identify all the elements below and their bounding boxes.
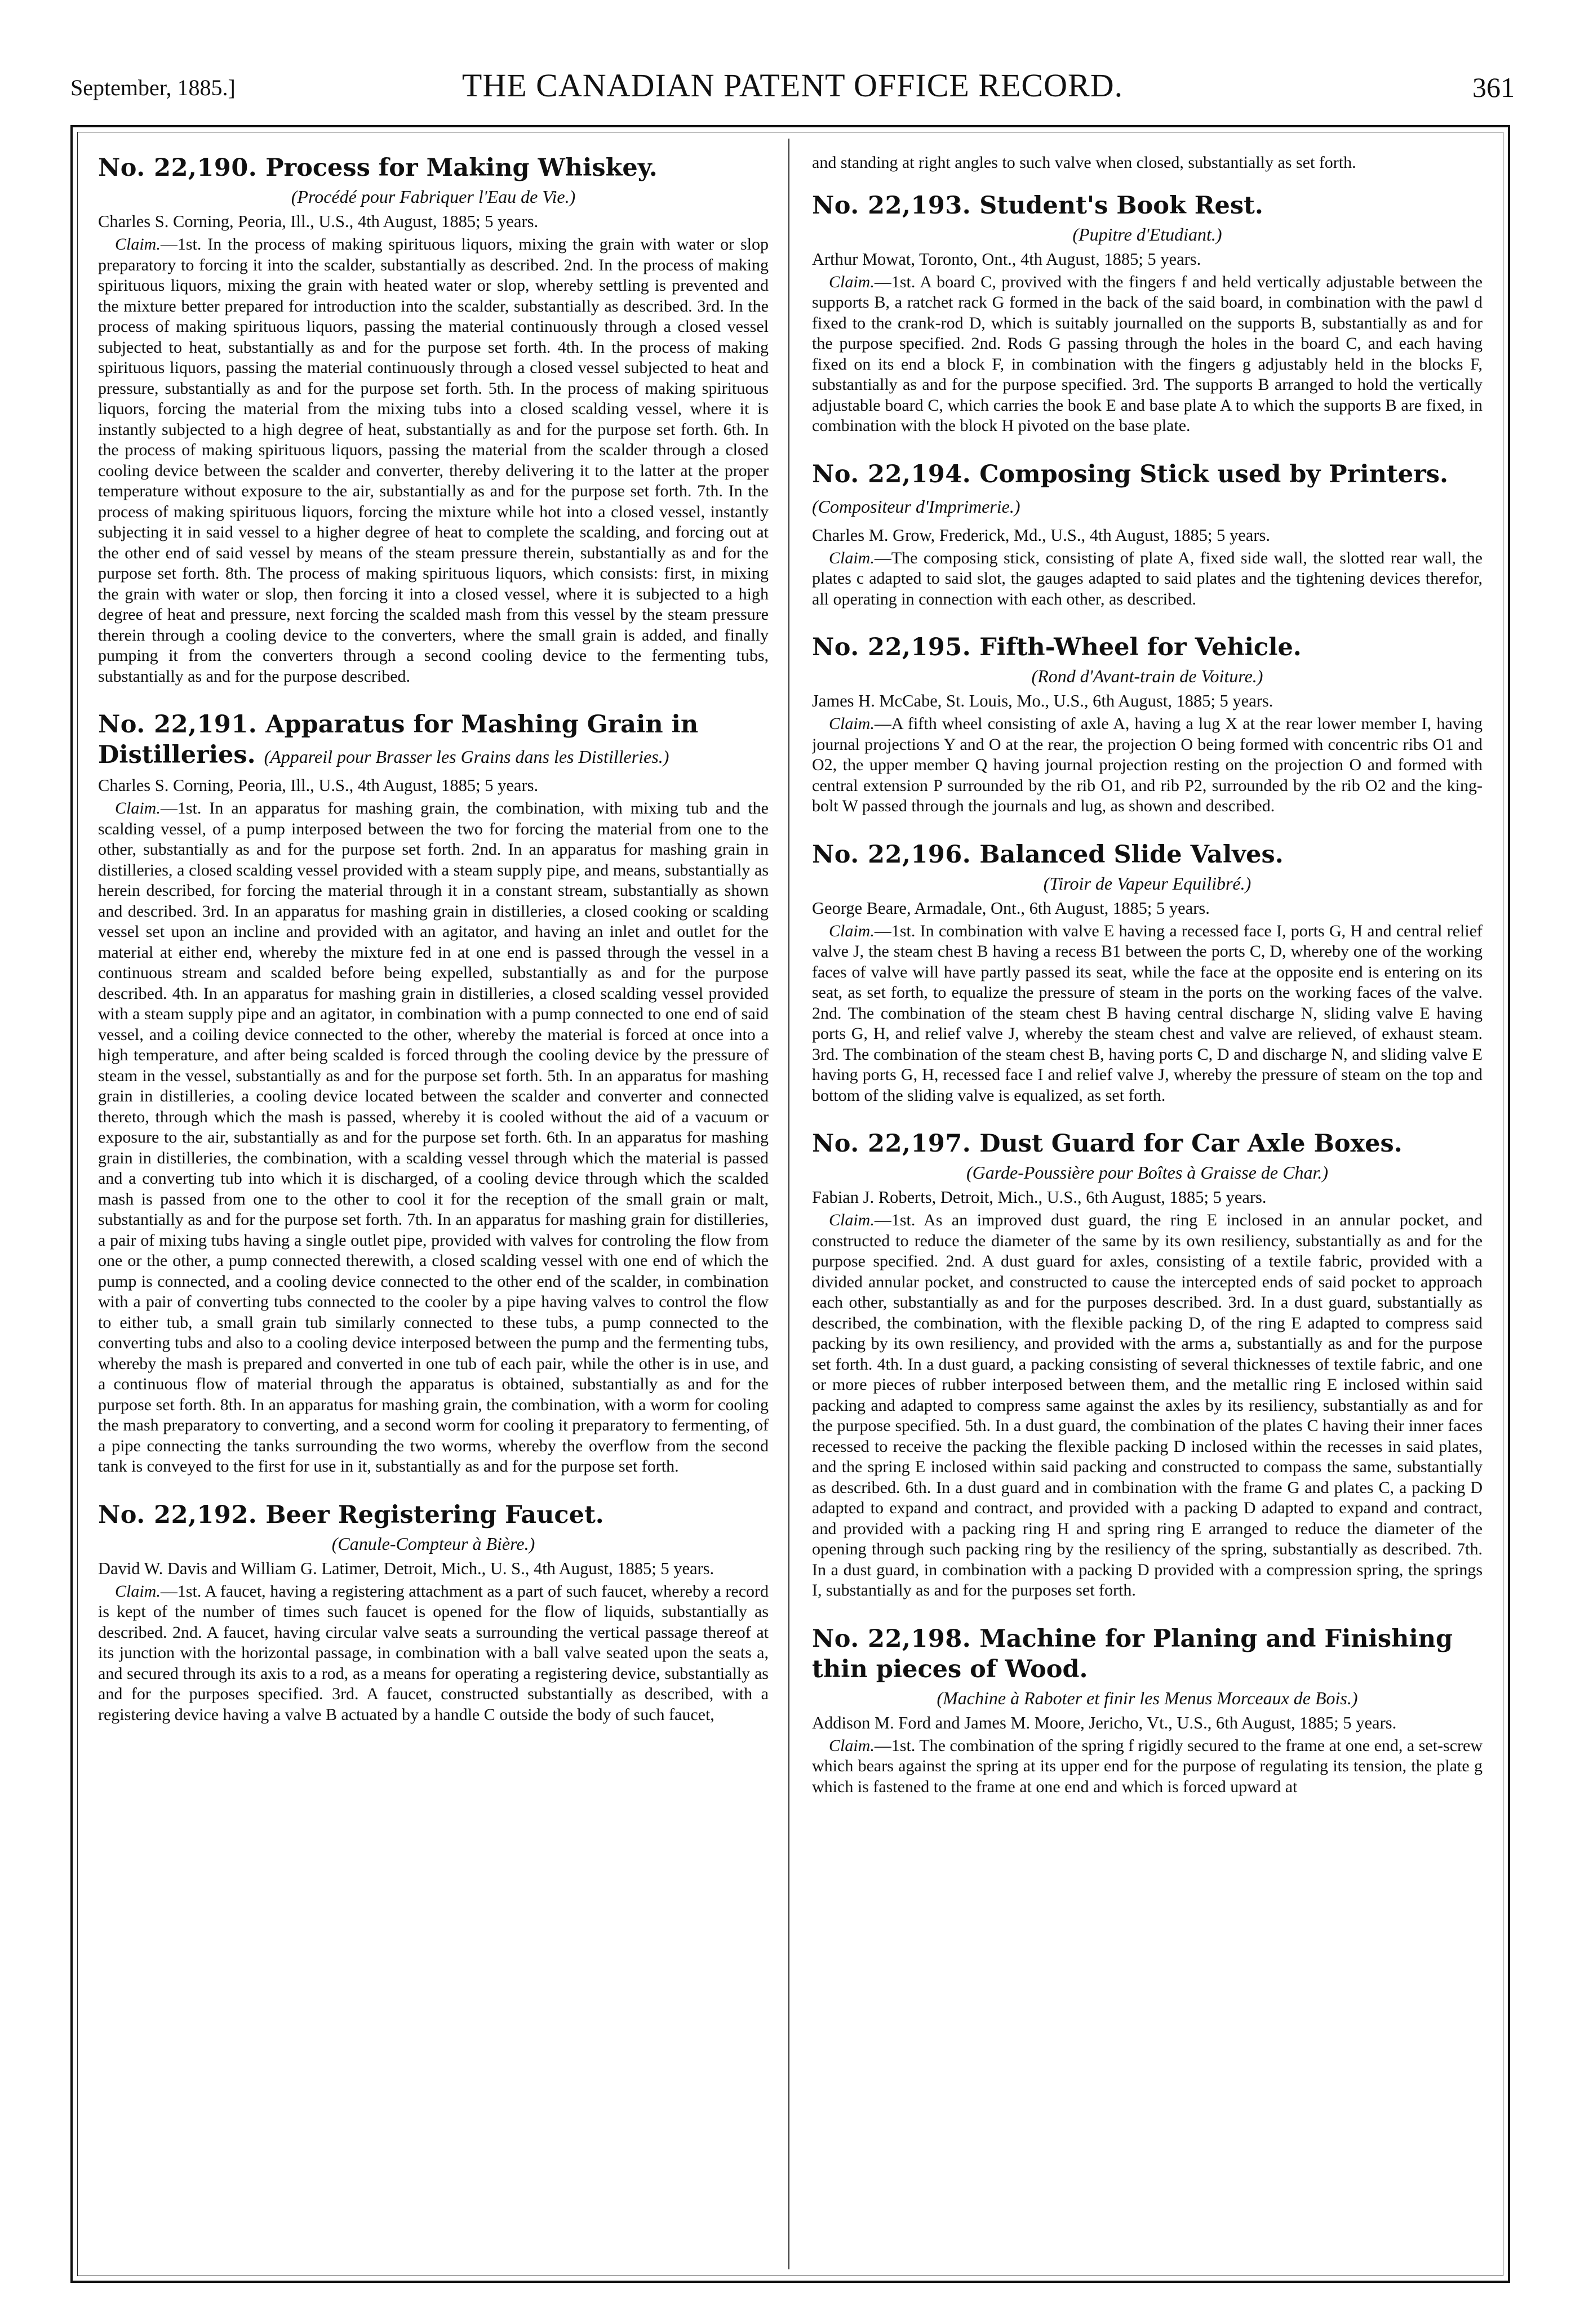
entry-heading bbox=[98, 153, 769, 183]
claim-text bbox=[98, 234, 769, 687]
left-column bbox=[98, 153, 769, 2254]
patent-entry bbox=[812, 459, 1483, 610]
french-title: (Garde-Poussière pour Boîtes à Graisse de Char.) bbox=[966, 1162, 1328, 1183]
entry-heading bbox=[98, 709, 769, 772]
patent-title: Balanced Slide Valves. bbox=[979, 840, 1284, 869]
claim-body: —1st. The combination of the spring f rigidly secured to the frame at one end, a set-screw which bears against the spring at its upper end for the purpose of regulating its tension, the plate g which is fastened to the frame at one end and which is forced upward at bbox=[812, 1736, 1483, 1796]
french-title: (Procédé pour Fabriquer l'Eau de Vie.) bbox=[291, 186, 576, 207]
page-frame bbox=[70, 125, 1510, 2283]
patent-entry bbox=[812, 1128, 1483, 1601]
claim-label: Claim. bbox=[115, 235, 161, 254]
french-title: (Canule-Compteur à Bière.) bbox=[331, 1533, 535, 1554]
patent-title: Machine for Planing and Finishing thin pieces of Wood. bbox=[812, 1624, 1453, 1683]
entry-heading bbox=[812, 1128, 1483, 1159]
issue-date: September, 1885.] bbox=[70, 75, 236, 100]
claim-text bbox=[98, 798, 769, 1477]
patent-entry bbox=[812, 1624, 1483, 1798]
applicant: Charles M. Grow, Frederick, Md., U.S., 4th August, 1885; 5 years. bbox=[812, 525, 1270, 545]
patent-entry bbox=[812, 632, 1483, 817]
entry-heading bbox=[812, 190, 1483, 221]
claim-text bbox=[812, 921, 1483, 1107]
french-title: (Compositeur d'Imprimerie.) bbox=[812, 496, 1020, 517]
french-title: (Appareil pour Brasser les Grains dans les Distilleries.) bbox=[264, 746, 669, 767]
entry-heading bbox=[812, 839, 1483, 870]
applicant: David W. Davis and William G. Latimer, Detroit, Mich., U. S., 4th August, 1885; 5 years. bbox=[98, 1558, 715, 1578]
patent-number: No. 22,194. bbox=[812, 460, 971, 488]
claim-text bbox=[812, 1736, 1483, 1798]
applicant: Charles S. Corning, Peoria, Ill., U.S., 4th August, 1885; 5 years. bbox=[98, 212, 539, 231]
claim-body: —1st. In an apparatus for mashing grain, the combination, with mixing tub and the scalding vessel, of a pump interposed between the two for forcing the material from one to the other, substantially as and for the purpose set forth. 2nd. In an apparatus for mashing grain in distilleries, a closed scalding vessel provided with a steam supply pipe, and means, substantially as herein described, for forcing the material through it in a constant stream, substantially as shown and described. 3rd. In an apparatus for mashing grain in distilleries, a closed cooking or scalding vessel set upon an incline and provided with an agitator, and having an inlet and outlet for the material at either end, whereby the mixture fed in at one end is passed through the vessel in a continuous stream and scalded before being expelled, substantially as and for the purpose described. 4th. In an apparatus for mashing grain in distilleries, a closed scalding vessel provided with a steam supply pipe and an agitator, in combination with a pump connected to one end of said vessel, and a coiling device connected to the other, whereby the material is forced at once into a high temperature, and after being scalded is forced through the cooling device by the pressure of steam in the vessel, substantially as and for the purpose set forth. 5th. In an apparatus for mashing grain in distilleries, a cooling device located between the scalder and converter and connected thereto, through which the mash is passed, whereby it is cooled without the aid of a vacuum or exposure to the air, substantially as and for the purpose set forth. 6th. In an apparatus for mashing grain in distilleries, the combination, with a scalding vessel through which the material is passed and a converting tub into which it is discharged, of a cooling device through which the scalded mash is passed from one to the other to cool it for the reception of the small grain or malt, substantially as and for the purpose set forth. 7th. In an apparatus for mashing grain for distilleries, a pair of mixing tubs having a single outlet pipe, provided with valves for controling the flow from one or the other, a pump connected therewith, a closed scalding vessel with one end of which the pump is connected, and a cooling device connected to the other end of the scalder, in combination with a pair of converting tubs connected to the cooler by a pipe having valves to control the flow to either tub, a small grain tub similarly connected to these tubs, a pump connected to the converting tubs and also to a cooling device interposed between the pump and the fermenting tubs, whereby the mash is prepared and converted in one tub of each pair, while the other is in use, and a continuous flow of material through the apparatus is obtained, substantially as and for the purpose set forth. 8th. In an apparatus for mashing grain, the combination, with a worm for cooling the mash preparatory to converting, and a second worm for cooling it preparatory to fermenting, of a pipe connecting the tanks surrounding the two worms, whereby the overflow from the second tank is conveyed to the first for use in it, substantially as and for the purpose set forth. bbox=[98, 799, 769, 1476]
claim-body: —1st. In the process of making spirituous liquors, mixing the grain with water or slop preparatory to forcing it into the scalder, substantially as described. 2nd. In the process of making spirituous liquors, mixing the grain with heated water or slop, whereby settling is prevented and the mixture better prepared for introduction into the scalder, substantially as described. 3rd. In the process of making spirituous liquors, passing the material continuously through a closed vessel subjected to heat, substantially as and for the purpose set forth. 4th. In the process of making spirituous liquors, passing the material continuously through a closed vessel subjected to heat and pressure, substantially as and for the purpose set forth. 5th. In the process of making spirituous liquors, forcing the material from the mixing tubs into a closed scalding vessel, where it is instantly subjected to a high degree of heat, substantially as and for the purpose set forth. 6th. In the process of making spirituous liquors, passing the material from the scalder through a closed cooling device between the scalder and converter, thereby delivering it to the latter at the proper temperature without exposure to the air, substantially as and for the purpose set forth. 7th. In the process of making spirituous liquors, forcing the mixture while hot into a closed vessel, instantly subjecting it in said vessel to a higher degree of heat to complete the scalding, and forcing out at the other end of said vessel by means of the steam pressure therein, substantially as and for the purpose set forth. 8th. The process of making spirituous liquors, which consists: first, in mixing the grain with water or slop, then forcing it into a closed vessel, where it is subjected to a high degree of heat and pressure, next forcing the scalded mash from this vessel by the steam pressure therein through a cooling device to the converters, where the small grain is added, and finally pumping it from the converters through a second cooling device to the fermenting tubs, substantially as and for the purpose described. bbox=[98, 235, 769, 686]
claim-body: —A fifth wheel consisting of axle A, having a lug X at the rear lower member I, having journal projections Y and O at the rear, the projection O being formed with concentric ribs O1 and O2, the upper member Q having journal projection resting on the projection O and formed with central extension P surrounded by the rib O1, and rib P2, surrounded by the rib O2 and the king-bolt W passed through the journals and lug, as shown and described. bbox=[812, 714, 1483, 815]
claim-body: —1st. In combination with valve E having a recessed face I, ports G, H and central relief valve J, the steam chest B having a recess B1 between the ports C, D, whereby one of the working faces of valve will have partly passed its seat, while the face at the opposite end is entering on its seat, as set forth, to equalize the pressure of steam in the ports on the working faces of the valve. 2nd. The combination of the steam chest B having central discharge N, sliding valve E having ports G, H, and relief valve J, whereby the steam chest and valve are relieved, of exhaust steam. 3rd. The combination of the steam chest B, having ports C, D and discharge N, and sliding valve E having ports G, H, recessed face I and relief valve J, whereby the pressure of steam on the top and bottom of the sliding valve is equalized, as set forth. bbox=[812, 921, 1483, 1105]
publication-title: THE CANADIAN PATENT OFFICE RECORD. bbox=[461, 67, 1124, 104]
claim-label: Claim. bbox=[829, 1736, 875, 1755]
claim-body: —1st. A faucet, having a registering attachment as a part of such faucet, whereby a record is kept of the number of times such faucet is opened for the flow of liquids, substantially as described. 2nd. A faucet, having circular valve seats a surrounding the vertical passage thereof at its junction with the horizontal passage, in combination with a ball valve seated upon the seats a, and secured through its axis to a rod, as a means for operating a registering device, substantially as and for the purposes specified. 3rd. A faucet, constructed substantially as described, with a registering device having a valve B actuated by a handle C outside the body of such faucet, bbox=[98, 1581, 769, 1724]
patent-title: Beer Registering Faucet. bbox=[265, 1500, 604, 1529]
patent-number: No. 22,198. bbox=[812, 1624, 971, 1653]
applicant: Arthur Mowat, Toronto, Ont., 4th August, 1885; 5 years. bbox=[812, 249, 1201, 269]
patent-number: No. 22,192. bbox=[98, 1500, 258, 1529]
claim-body: —1st. As an improved dust guard, the ring E inclosed in an annular pocket, and constructed to reduce the diameter of the same by its own resiliency, substantially as and for the purpose specified. 2nd. A dust guard for axles, consisting of a textile fabric, provided with a divided annular pocket, and constructed to cause the intercepted ends of said pocket to approach each other, substantially as and for the purposes described. 3rd. In a dust guard, substantially as described, the combination, with the flexible packing D, of the ring E adapted to compress said packing by its own resiliency, and provided with the arms a, substantially as and for the purpose set forth. 4th. In a dust guard, a packing consisting of several thicknesses of textile fabric, and one or more pieces of rubber interposed between them, and the metallic ring E inclosed within said packing and adapted to compress same against the axles by its resiliency, substantially as and for the purpose specified. 5th. In a dust guard, the combination of the plates C having their inner faces recessed to receive the packing the flexible packing D inclosed within the recesses in said plates, and the spring E inclosed within said packing and constructed to compass the same, substantially as described. 6th. In a dust guard and in combination with the frame G and plates C, a packing D adapted to expand and contract, and provided with a packing D adapted to expand and contract, and provided with a packing ring H and spring ring E arranged to reduce the diameter of the opening through such packing ring by the resiliency of the spring, substantially as described. 7th. In a dust guard, in combination with a packing D provided with a compression spring, the springs I, substantially as and for the purposes set forth. bbox=[812, 1211, 1483, 1599]
applicant: Charles S. Corning, Peoria, Ill., U.S., 4th August, 1885; 5 years. bbox=[98, 776, 539, 795]
patent-title: Composing Stick used by Printers. bbox=[979, 460, 1448, 488]
claim-body: —1st. A board C, provived with the fingers f and held vertically adjustable between the supports B, a ratchet rack G formed in the back of the said board, in combination with the pawl d fixed to the crank-rod D, which is suitably journalled on the supports B, substantially as and for the purpose specified. 2nd. Rods G passing through the holes in the board C, and each having fixed on its end a block F, in combination with the fingers g adjustably held in the blocks F, substantially as and for the purpose specified. 3rd. The supports B arranged to hold the vertically adjustable board C, which carries the book E and base plate A to which the supports B are fixed, in combination with the block H pivoted on the base plate. bbox=[812, 272, 1483, 435]
french-title: (Machine à Raboter et finir les Menus Morceaux de Bois.) bbox=[937, 1687, 1358, 1708]
patent-number: No. 22,197. bbox=[812, 1130, 971, 1158]
claim-body: —The composing stick, consisting of plate A, fixed side wall, the slotted rear wall, the plates c adapted to said slot, the gauges adapted to said plates and the tightening devices therefor, all operating in connection with each other, as described. bbox=[812, 548, 1483, 608]
claim-text bbox=[98, 1581, 769, 1726]
continued-claim: and standing at right angles to such valve when closed, substantially as set forth. bbox=[812, 153, 1356, 172]
claim-label: Claim. bbox=[829, 1211, 875, 1229]
entry-heading bbox=[812, 459, 1483, 522]
french-title: (Pupitre d'Etudiant.) bbox=[1072, 224, 1222, 245]
patent-number: No. 22,195. bbox=[812, 633, 971, 661]
entry-heading bbox=[98, 1500, 769, 1530]
right-column bbox=[812, 153, 1483, 2254]
entry-heading bbox=[812, 1624, 1483, 1685]
column-divider bbox=[788, 139, 789, 2269]
claim-label: Claim. bbox=[829, 921, 875, 940]
claim-label: Claim. bbox=[829, 714, 875, 733]
patent-title: Process for Making Whiskey. bbox=[265, 154, 658, 182]
claim-label: Claim. bbox=[829, 548, 875, 567]
patent-entry bbox=[98, 1500, 769, 1726]
applicant: George Beare, Armadale, Ont., 6th August, 1885; 5 years. bbox=[812, 898, 1210, 918]
patent-title: Student's Book Rest. bbox=[979, 191, 1263, 220]
patent-title: Apparatus for Mashing Grain in Distilleries. bbox=[98, 710, 699, 769]
patent-number: No. 22,190. bbox=[98, 154, 258, 182]
patent-entry bbox=[98, 709, 769, 1477]
applicant: Fabian J. Roberts, Detroit, Mich., U.S., 6th August, 1885; 5 years. bbox=[812, 1188, 1267, 1207]
french-title: (Tiroir de Vapeur Equilibré.) bbox=[1043, 873, 1252, 894]
patent-number: No. 22,191. bbox=[98, 710, 258, 739]
claim-text bbox=[812, 1210, 1483, 1601]
patent-title: Dust Guard for Car Axle Boxes. bbox=[979, 1130, 1403, 1158]
claim-label: Claim. bbox=[115, 1581, 161, 1601]
entry-heading bbox=[812, 632, 1483, 663]
patent-entry bbox=[812, 190, 1483, 437]
running-head bbox=[70, 66, 1515, 106]
applicant: James H. McCabe, St. Louis, Mo., U.S., 6th August, 1885; 5 years. bbox=[812, 691, 1273, 710]
claim-text bbox=[812, 714, 1483, 817]
patent-entry bbox=[98, 153, 769, 687]
page-number: 361 bbox=[1472, 72, 1515, 103]
patent-number: No. 22,196. bbox=[812, 840, 971, 869]
patent-entry bbox=[812, 839, 1483, 1107]
claim-label: Claim. bbox=[115, 799, 161, 817]
french-title: (Rond d'Avant-train de Voiture.) bbox=[1031, 666, 1263, 686]
claim-text bbox=[812, 272, 1483, 437]
claim-text bbox=[812, 548, 1483, 610]
applicant: Addison M. Ford and James M. Moore, Jericho, Vt., U.S., 6th August, 1885; 5 years. bbox=[812, 1713, 1397, 1732]
patent-title: Fifth-Wheel for Vehicle. bbox=[979, 633, 1302, 661]
patent-number: No. 22,193. bbox=[812, 191, 971, 220]
claim-label: Claim. bbox=[829, 272, 875, 291]
